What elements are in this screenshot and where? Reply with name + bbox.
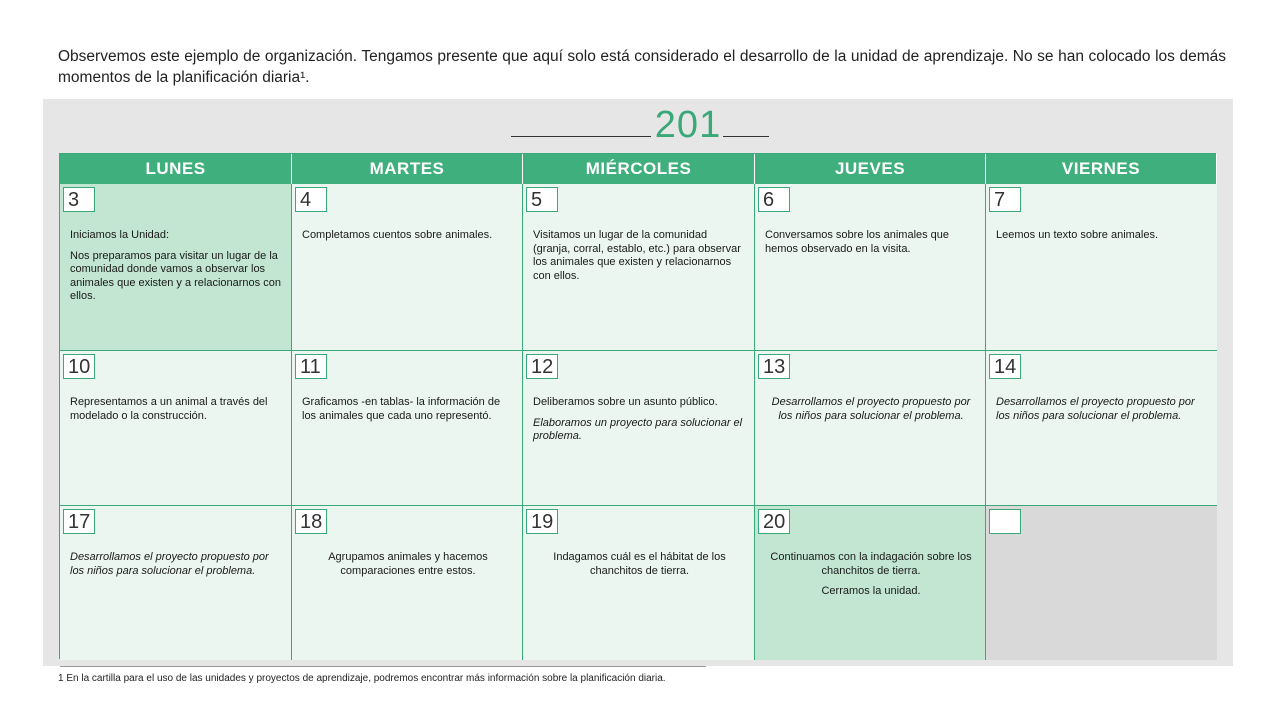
day-number: 17 xyxy=(63,509,95,534)
day-number: 14 xyxy=(989,354,1021,379)
cell-text: Iniciamos la Unidad: xyxy=(70,229,170,241)
day-cell-4 xyxy=(292,184,523,351)
day-cell-6 xyxy=(755,184,986,351)
cell-text: Representamos a un animal a través del modelado o la construcción. xyxy=(70,396,268,422)
header-viernes: VIERNES xyxy=(986,154,1217,184)
cell-text: Continuamos con la indagación sobre los chanchitos de tierra. xyxy=(770,551,972,577)
cell-text: Indagamos cuál es el hábitat de los chanchitos de tierra. xyxy=(553,551,726,577)
day-cell-3 xyxy=(60,184,292,351)
day-cell-12 xyxy=(523,351,755,506)
header-miercoles: MIÉRCOLES xyxy=(523,154,755,184)
day-cell-17 xyxy=(60,506,292,660)
cell-text: Leemos un texto sobre animales. xyxy=(996,229,1159,241)
day-number: 13 xyxy=(758,354,790,379)
cell-text: Agrupamos animales y hacemos comparaciones entre estos. xyxy=(328,551,488,577)
day-number: 20 xyxy=(758,509,790,534)
day-number: 10 xyxy=(63,354,95,379)
day-cell-14 xyxy=(986,351,1217,506)
day-cell-10 xyxy=(60,351,292,506)
day-number: 4 xyxy=(295,187,327,212)
footnote: 1 En la cartilla para el uso de las unidades y proyectos de aprendizaje, podremos encontrar más información sobre la planificación diaria. xyxy=(58,673,666,684)
cell-text: Cerramos la unidad. xyxy=(821,585,921,597)
day-number: 6 xyxy=(758,187,790,212)
cell-text-italic: Desarrollamos el proyecto propuesto por los niños para solucionar el problema. xyxy=(70,551,269,577)
cell-text: Completamos cuentos sobre animales. xyxy=(302,229,493,241)
year-number: 201 xyxy=(654,104,722,146)
calendar-grid xyxy=(59,153,1216,659)
day-cell-7 xyxy=(986,184,1217,351)
year-blank-left xyxy=(511,136,651,137)
header-jueves: JUEVES xyxy=(755,154,986,184)
day-number: 19 xyxy=(526,509,558,534)
cell-text: Conversamos sobre los animales que hemos observado en la visita. xyxy=(765,229,950,255)
day-number xyxy=(989,509,1021,534)
cell-text: Graficamos -en tablas- la información de los animales que cada uno representó. xyxy=(302,396,501,422)
cell-text: Nos preparamos para visitar un lugar de la comunidad donde vamos a observar los animales que existen y a relacionarnos con ellos. xyxy=(70,249,281,302)
year-blank-right xyxy=(723,136,769,137)
day-cell-19 xyxy=(523,506,755,660)
day-number: 3 xyxy=(63,187,95,212)
cell-text: Visitamos un lugar de la comunidad (granja, corral, establo, etc.) para observar los animales que existen y relacionarnos con ellos. xyxy=(533,229,741,282)
footnote-divider xyxy=(60,666,706,667)
day-number: 11 xyxy=(295,354,327,379)
day-cell-11 xyxy=(292,351,523,506)
cell-text-italic: Desarrollamos el proyecto propuesto por los niños para solucionar el problema. xyxy=(996,396,1195,422)
header-martes: MARTES xyxy=(292,154,523,184)
day-cell-13 xyxy=(755,351,986,506)
cell-text: Deliberamos sobre un asunto público. xyxy=(533,396,718,408)
day-cell-18 xyxy=(292,506,523,660)
day-number: 5 xyxy=(526,187,558,212)
intro-paragraph: Observemos este ejemplo de organización. Tengamos presente que aquí solo está considerado el desarrollo de la unidad de aprendizaje. No se han colocado los demás momentos de la planificación diaria¹. xyxy=(58,48,1226,86)
day-number: 18 xyxy=(295,509,327,534)
calendar-year xyxy=(0,104,1280,154)
day-number: 7 xyxy=(989,187,1021,212)
cell-text-italic: Elaboramos un proyecto para solucionar el problema. xyxy=(533,416,743,442)
day-number: 12 xyxy=(526,354,558,379)
day-cell-5 xyxy=(523,184,755,351)
cell-text-italic: Desarrollamos el proyecto propuesto por los niños para solucionar el problema. xyxy=(771,396,971,422)
header-lunes: LUNES xyxy=(60,154,292,184)
day-cell-empty xyxy=(986,506,1217,660)
day-cell-20 xyxy=(755,506,986,660)
